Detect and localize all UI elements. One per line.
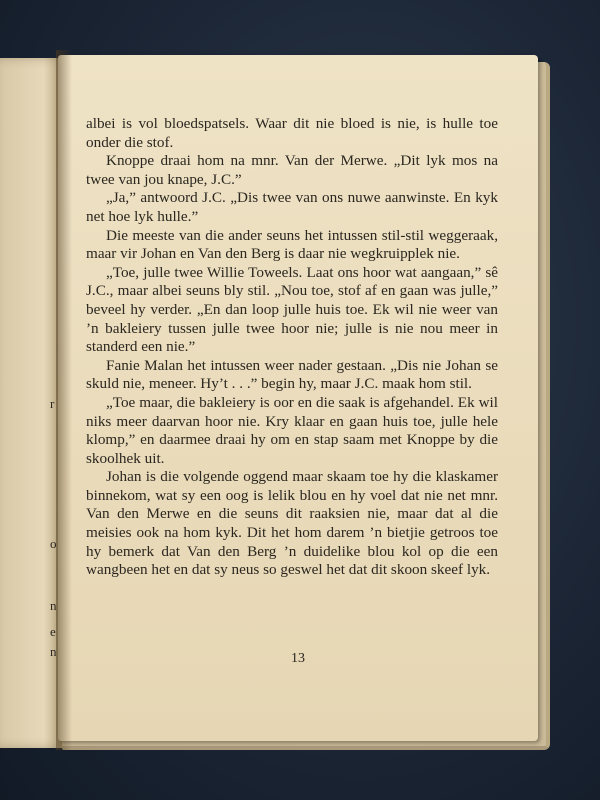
paragraph: albei is vol bloedspatsels. Waar dit nie bloed is nie, is hulle toe onder die stof. <box>86 115 498 151</box>
previous-page-text-fragment: n <box>50 644 57 659</box>
previous-page-text-fragment: e <box>50 624 56 639</box>
previous-page-text-fragment: o <box>50 536 57 551</box>
paragraph: Die meeste van die ander seuns het intussen stil-stil weggeraak, maar vir Johan en Van den Berg is daar nie wegkruipplek nie. <box>86 226 498 263</box>
previous-page <box>0 58 62 748</box>
paragraph: Fanie Malan het intussen weer nader gestaan. „Dis nie Johan se skuld nie, meneer. Hy’t . . .” begin hy, maar J.C. maak hom stil. <box>86 356 498 393</box>
paragraph: Knoppe draai hom na mnr. Van der Merwe. „Dit lyk mos na twee van jou knape, J.C.” <box>86 152 498 188</box>
page-number: 13 <box>291 651 305 666</box>
book-page <box>58 55 538 741</box>
page-body-text <box>86 115 498 580</box>
paragraph: „Toe, julle twee Willie Toweels. Laat ons hoor wat aangaan,” sê J.C., maar albei seuns bly stil. „Nou toe, stof af en gaan was julle,” beveel hy verder. „En dan loop julle huis toe. Ek wil nie weer van ’n bakleiery tussen julle twee hoor nie; julle is nie nou meer in standerd een nie.” <box>86 263 498 356</box>
previous-page-text-fragment: n <box>50 598 57 613</box>
previous-page-text-fragment: r <box>50 396 55 411</box>
paragraph: „Toe maar, die bakleiery is oor en die saak is afgehandel. Ek wil niks meer daarvan hoor nie. Kry klaar en gaan huis toe, julle hele klomp,” en daarmee draai hy om en stap saam met Knoppe by die skoolhek uit. <box>86 393 498 467</box>
paragraph: „Ja,” antwoord J.C. „Dis twee van ons nuwe aanwinste. En kyk net hoe lyk hulle.” <box>86 189 498 225</box>
paragraph: Johan is die volgende oggend maar skaam toe hy die klaskamer binnekom, wat sy een oog is lelik blou en hy voel dat nie net mnr. Van den Merwe en die seuns dit raaksien nie, maar dat al die meisies ook na hom kyk. Dit het hom darem ’n bietjie getroos toe hy bemerk dat Van den Berg ’n duidelike blou kol op die een wangbeen het en dat sy neus so geswel het dat dit skoon skeef lyk. <box>86 468 498 579</box>
